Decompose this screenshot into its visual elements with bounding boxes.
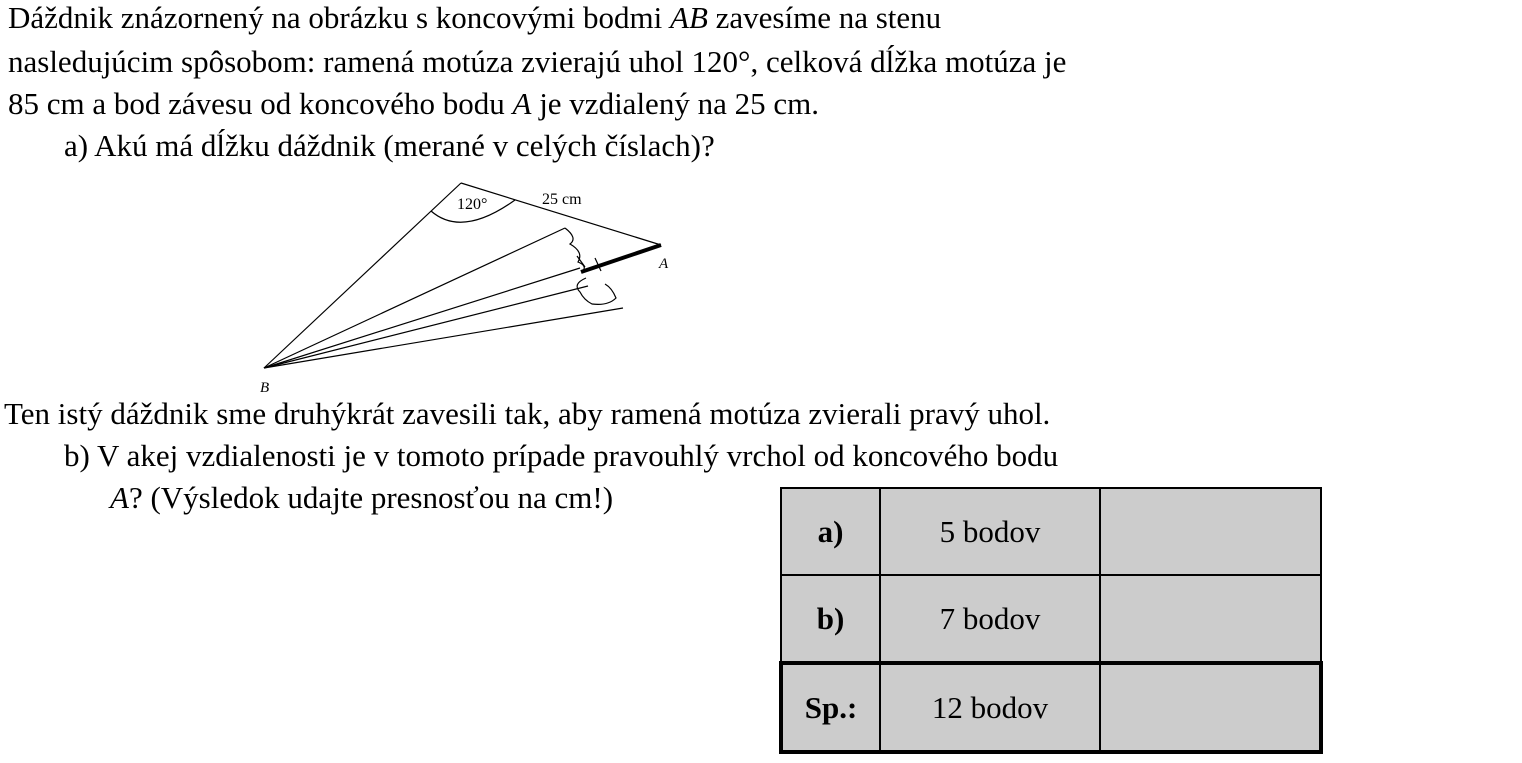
umbrella-rib-1 — [264, 228, 565, 368]
intro-text: 85 cm a bod závesu od koncového bodu — [8, 86, 513, 121]
umbrella-rib-3 — [264, 286, 588, 368]
point-A-label: A — [659, 256, 669, 272]
canopy-scallop-lower — [577, 278, 616, 304]
score-row-a — [781, 488, 1321, 575]
intro-line-3 — [8, 86, 819, 122]
point-B-label: B — [260, 380, 270, 396]
point-A-ref: A — [110, 480, 129, 515]
question-b-cont — [110, 480, 613, 516]
intro-line-2: nasledujúcim spôsobom: ramená motúza zvierajú uhol 120°, celková dĺžka motúza je — [8, 44, 1067, 79]
intro-text: Dáždnik znázornený na obrázku s koncovými bodmi — [8, 0, 671, 35]
question-a: a) Akú má dĺžku dáždnik (merané v celých číslach)? — [64, 128, 715, 163]
angle-label: 120° — [457, 196, 488, 213]
score-row-total — [781, 663, 1321, 752]
canopy-scallop-upper — [565, 228, 584, 272]
length-label: 25 cm — [542, 191, 582, 208]
umbrella-rib-2 — [264, 268, 580, 368]
point-A-ref: A — [512, 86, 532, 121]
score-points: 5 bodov — [880, 488, 1100, 575]
segment-AB: AB — [670, 0, 708, 35]
intro-text: je vzdialený na 25 cm. — [531, 86, 819, 121]
question-b-text: ? (Výsledok udajte presnosťou na cm!) — [128, 480, 614, 515]
score-earned — [1100, 488, 1321, 575]
score-earned — [1100, 663, 1321, 752]
score-row-b — [781, 575, 1321, 663]
umbrella-figure — [240, 176, 700, 400]
question-b: b) V akej vzdialenosti je v tomoto prípade pravouhlý vrchol od koncového bodu — [64, 438, 1059, 473]
second-scenario: Ten istý dáždnik sme druhýkrát zavesili tak, aby ramená motúza zvierali pravý uhol. — [4, 396, 1051, 431]
intro-text: zavesíme na stenu — [707, 0, 942, 35]
score-earned — [1100, 575, 1321, 663]
score-points: 12 bodov — [880, 663, 1100, 752]
score-table — [779, 487, 1323, 754]
score-points: 7 bodov — [880, 575, 1100, 663]
score-label: b) — [781, 575, 880, 663]
umbrella-handle — [581, 245, 661, 272]
score-label: a) — [781, 488, 880, 575]
intro-line-1 — [8, 0, 941, 36]
score-label: Sp.: — [781, 663, 880, 752]
